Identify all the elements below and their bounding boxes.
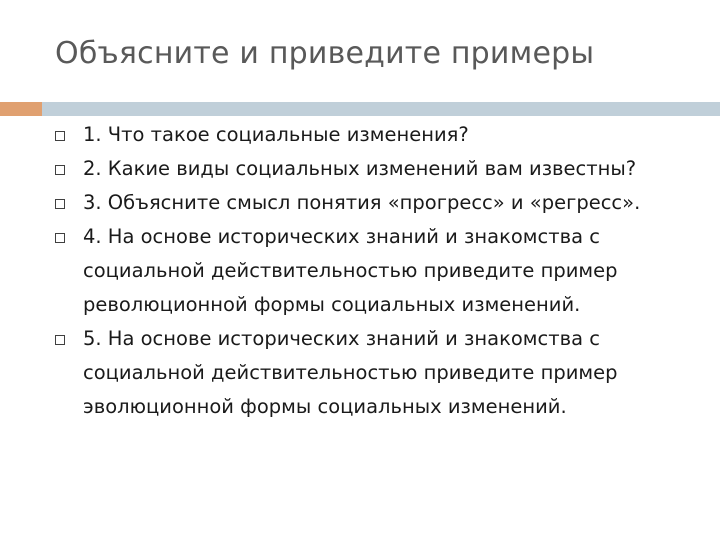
- square-outline-icon: [55, 335, 65, 345]
- list-item: [53, 322, 693, 424]
- list-item: [53, 152, 693, 186]
- title-underline-bar: [42, 102, 720, 116]
- title-underline-accent: [0, 102, 42, 116]
- list-item: [53, 220, 693, 322]
- square-outline-icon: [55, 199, 65, 209]
- list-item-text: 3. Объясните смысл понятия «прогресс» и «регресс».: [83, 191, 641, 214]
- slide-title: Объясните и приведите примеры: [55, 36, 595, 71]
- list-item-text: 5. На основе исторических знаний и знакомства с социальной действительностью приведите пример эволюционной формы социальных изменений.: [83, 327, 618, 418]
- square-outline-icon: [55, 131, 65, 141]
- list-item: [53, 186, 693, 220]
- list-item-text: 1. Что такое социальные изменения?: [83, 123, 469, 146]
- list-item-text: 2. Какие виды социальных изменений вам известны?: [83, 157, 637, 180]
- square-outline-icon: [55, 165, 65, 175]
- list-item: [53, 118, 693, 152]
- list-item-text: 4. На основе исторических знаний и знакомства с социальной действительностью приведите пример революционной формы социальных изменений.: [83, 225, 618, 316]
- square-outline-icon: [55, 233, 65, 243]
- bullet-list: [53, 118, 693, 424]
